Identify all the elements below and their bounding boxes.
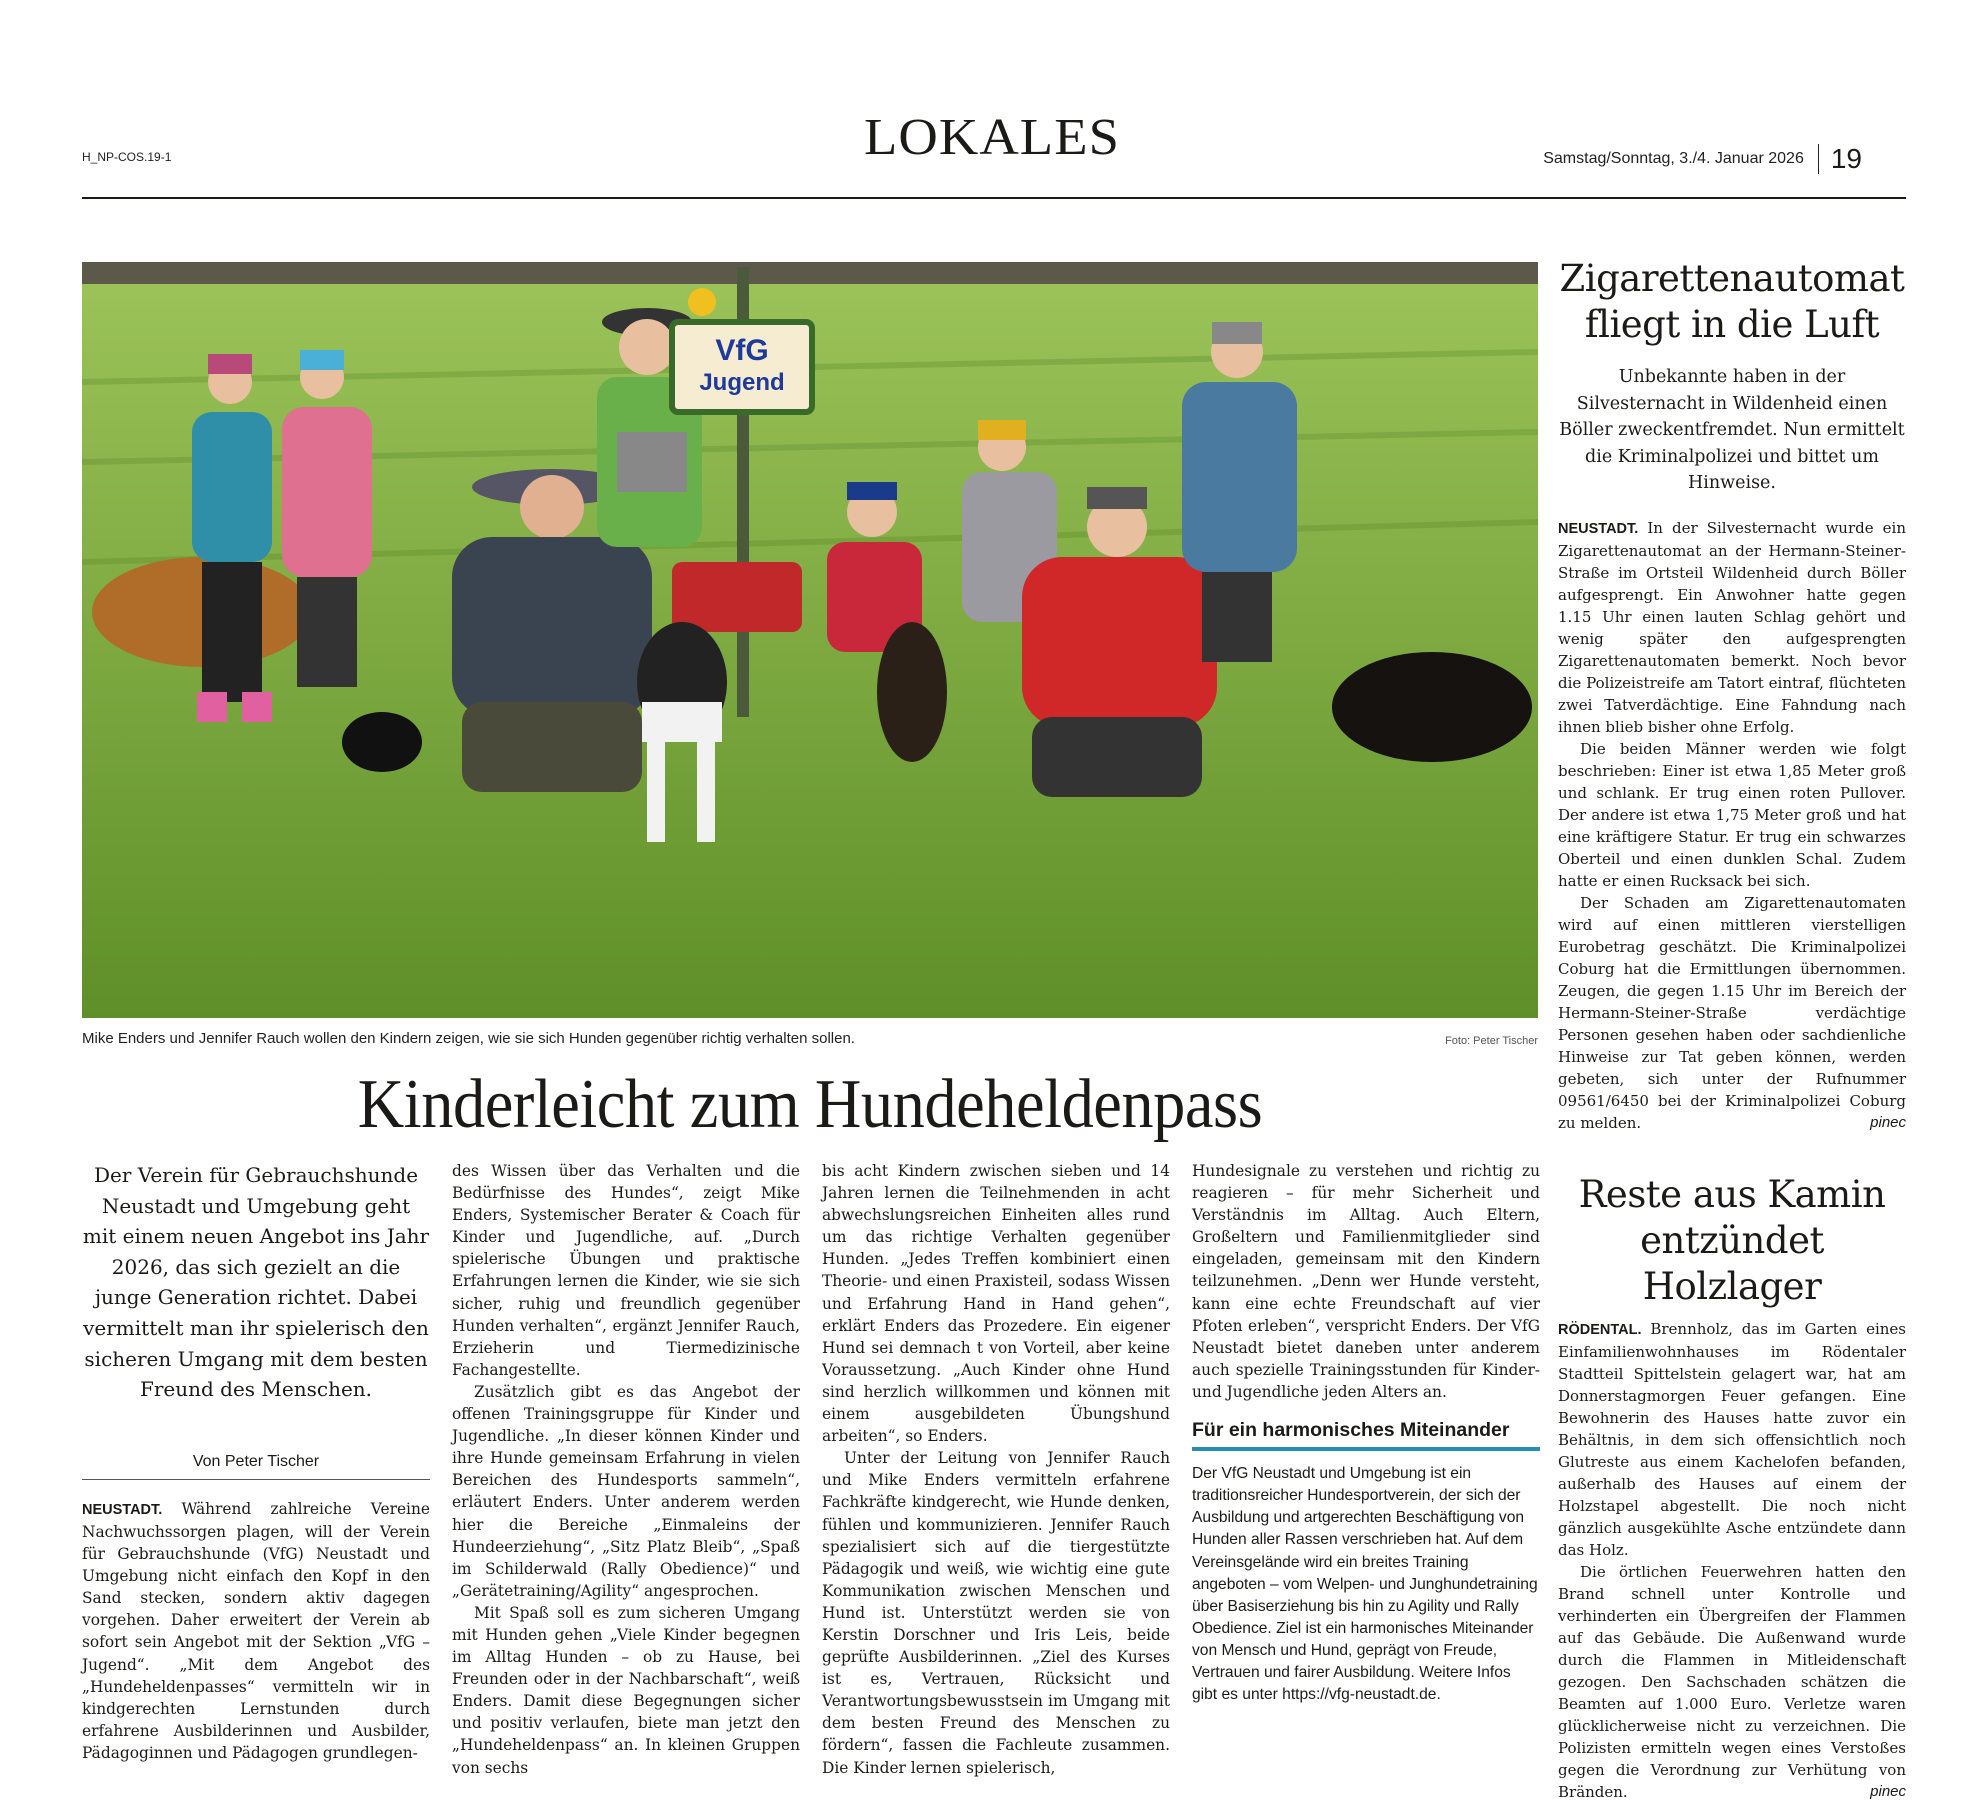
byline: Von Peter Tischer [82,1451,430,1480]
article-column-2 [452,1160,800,1779]
info-box-body: Der VfG Neustadt und Umgebung ist ein traditionsreicher Hundesportverein, der sich der Ausbildung und artgerechten Beschäftigung von Hunden aller Rassen verschrieben hat. Auf dem Vereinsgelände wird ein breites Training angeboten – vom Welpen- und Junghundetraining über Basiserziehung bis hin zu Agility und Rally Obedience. Ziel ist ein harmonisches Miteinander von Mensch und Hund, geprägt von Freude, Vertrauen und fairer Ausbildung. Weitere Infos gibt es unter https://vfg-neustadt.de. [1192,1465,1538,1704]
author-tag: pinec [1870,1782,1906,1800]
article-column-3 [822,1160,1170,1779]
story1-paragraph: Die beiden Männer werden wie folgt beschrieben: Einer ist etwa 1,85 Meter groß und schlank. Er trug einen roten Pullover. Der andere ist etwa 1,75 Meter groß und hat eine kräftigere Statur. Er trug ein schwarzes Oberteil und einen dunklen Schal. Zudem hatte er einen Rucksack bei sich. [1558,739,1906,890]
article-paragraph: des Wissen über das Verhalten und die Bedürfnisse des Hundes“, zeigt Mike Enders, Systemischer Berater & Coach für Kinder und Jugendliche, auf. „Durch spielerische Übungen und praktische Erfahrungen lernen die Kinder, wie sie sich sicher, ruhig und freundlich gegenüber Hunden verhalten“, ergänzt Jennifer Rauch, Erzieherin und Tiermedizinische Fachangestellte. [452,1162,800,1379]
photo-caption: Mike Enders und Jennifer Rauch wollen den Kindern zeigen, wie sie sich Hunden gegenüber richtig verhalten sollen. [82,1030,855,1047]
story2-paragraph: Die örtlichen Feuerwehren hatten den Brand schnell unter Kontrolle und verhinderten ein Übergreifen der Flammen auf das Gebäude. Die Außenwand wurde durch die Flammen in Mitleidenschaft gezogen. Den Sachschaden schätzen die Beamten auf 1.000 Euro. Verletze waren glücklicherweise nicht zu verzeichnen. Die Polizisten ermitteln wegen eines Verstoßes gegen die Verordnung zur Verhütung von Bränden. pinec [1558,1562,1906,1801]
article-column-4 [1192,1160,1540,1706]
story2-paragraph: RÖDENTAL. Brennholz, das im Garten eines Einfamilienwohnhauses im Rödentaler Stadtteil Spittelstein gelagert war, hat am Donnerstagmorgen Feuer gefangen. Eine Bewohnerin des Hauses hatte zuvor ein Behältnis, in dem sich offensichtlich noch Glutreste aus einem Kachelofen befanden, außerhalb des Hauses auf einem der Holzstapel abgestellt. Die noch nicht gänzlich ausgekühlte Asche entzündete dann das Holz. [1558,1319,1906,1559]
article-paragraph: Zusätzlich gibt es das Angebot der offenen Trainingsgruppe für Kinder und Jugendliche. „In dieser können Kinder und ihre Hunde gemeinsam Erfahrung in vielen Bereichen des Hundesports sammeln“, erläutert Enders. Unter anderem werden hier die Bereiche „Einmaleins der Hundeerziehung“, „Sitz Platz Bleib“, „Spaß im Schilderwald (Rally Obedience)“ und „Gerätetraining/Agility“ angesprochen. [452,1382,800,1600]
section-title: LOKALES [863,109,1121,166]
main-headline: Kinderleicht zum Hundeheldenpass [357,1066,1263,1143]
story1-body [1558,517,1906,1134]
sign-text-jugend: Jugend [699,369,785,396]
child-teal-jacket [192,412,272,562]
woman-red-fleece [1022,557,1217,727]
header-divider [82,197,1906,199]
page-number: 19 [1830,143,1862,174]
dateline: NEUSTADT. [82,1501,163,1518]
article-photo [82,262,1538,1018]
story1-teaser: Unbekannte haben in der Silvesternacht in Wildenheid einen Böller zweckentfremdet. Nun ermittelt die Kriminalpolizei und bittet um Hinweise. [1559,367,1905,493]
story2-body [1558,1318,1906,1803]
puppy [342,712,422,772]
article-column-1 [82,1160,430,1764]
child-pink-jacket [282,407,372,577]
treeline [82,262,1538,284]
page-code: H_NP-COS.19-1 [82,150,172,164]
wagon-blanket [672,562,802,632]
story1-paragraph: NEUSTADT. In der Silvesternacht wurde ein Zigarettenautomat an der Hermann-Steiner-Straße im Ortsteil Wildenheid durch Böller aufgesprengt. Ein Anwohner hatte gegen 1.15 Uhr einen lauten Schlag gehört und wenig später den aufgesprengten Zigarettenautomaten bemerkt. Noch bevor die Polizeistreife am Tatort eintraf, flüchteten zwei Tatverdächtige. Eine Fahndung nach ihnen blieb bisher ohne Erfolg. [1558,518,1906,736]
article-paragraph: Mit Spaß soll es zum sicheren Umgang mit Hunden gehen „Viele Kinder begegnen im Alltag Hunden – ob zu Hause, bei Freunden oder in der Nachbarschaft“, weiß Enders. Damit diese Begegnungen sicher und positiv verlaufen, biete man jetzt den „Hundeheldenpass“ an. In kleinen Gruppen von sechs [452,1603,800,1777]
sidebar-news [1558,256,1906,1803]
story1-paragraph: Der Schaden am Zigarettenautomaten wird auf einen mittleren vierstelligen Eurobetrag geschätzt. Die Kriminalpolizei Coburg hat die Ermittlungen übernommen. Zeugen, die gegen 1.15 Uhr im Bereich der Hermann-Steiner-Straße verdächtige Personen gesehen haben oder sachdienliche Hinweise zur Tat geben können, werden gebeten, sich unter der Rufnummer 09561/6450 bei der Kriminalpolizei Coburg zu melden. pinec [1558,893,1906,1132]
article-paragraph: NEUSTADT. Während zahlreiche Vereine Nachwuchssorgen plagen, will der Verein für Gebrauchshunde (VfG) Neustadt und Umgebung nicht einfach den Kopf in den Sand stecken, sondern aktiv dagegen vorgehen. Daher erweitert der Verein ab sofort sein Angebot mit der Sektion „VfG – Jugend“. „Mit dem Angebot des „Hundeheldenpasses“ vermitteln wir in kindgerechten Lernstunden durch erfahrene Ausbilderinnen und Ausbilder, Pädagoginnen und Pädagogen grundlegen- [82,1499,430,1762]
small-dog [877,622,947,762]
article-paragraph: bis acht Kindern zwischen sieben und 14 Jahren lernen die Teilnehmenden in acht abwechslungsreichen Einheiten alles rund um das richtige Verhalten gegenüber Hunden. „Jedes Treffen kombiniert einen Theorie- und einen Praxisteil, sodass Wissen und Erfahrung Hand in Hand gehen“, erklärt Enders das Prozedere. Ein eigener Hund sei demnach t von Vorteil, aber keine Voraussetzung. „Auch Kinder ohne Hund sind herzlich willkommen und können mit einem ausgebildeten Übungshund arbeiten“, so Enders. [822,1162,1170,1446]
issue-date: Samstag/Sonntag, 3./4. Januar 2026 [1543,144,1819,174]
story2-headline: Reste aus Kamin entzündet Holzlager [1578,1172,1886,1308]
article-paragraph: Unter der Leitung von Jennifer Rauch und Mike Enders vermitteln erfahrene Fachkräfte kindgerecht, wie Hunde denken, fühlen und kommunizieren. Jennifer Rauch spezialisiert sich auf die tiergestützte Pädagogik und weiß, wie wichtig eine gute Kommunikation zwischen Menschen und Hund ist. Unterstützt werden sie von Kerstin Dorschner und Iris Leis, beide geprüfte Ausbilderinnen. „Ziel des Kurses ist es, Vertrauen, Rücksicht und Verantwortungsbewusstsein im Umgang mit dem besten Freund des Menschen zu fördern“, fassen die Fachleute zusammen. Die Kinder lernen spielerisch, [822,1449,1170,1777]
sign-text-vfg: VfG [715,334,769,367]
date-line [1543,144,1862,174]
child-blue-jacket [1182,382,1297,572]
man-grey-jacket [452,537,652,717]
dog-black [1332,652,1532,762]
info-box-title: Für ein harmonisches Miteinander [1192,1419,1540,1451]
article-teaser: Der Verein für Gebrauchshunde Neustadt und Umgebung geht mit einem neuen Angebot ins Jahr 2026, das sich gezielt an die junge Generation richtet. Dabei vermittelt man ihr spielerisch den sicheren Umgang mit dem besten Freund des Menschen. [82,1163,430,1402]
dateline: NEUSTADT. [1558,520,1639,537]
photo-illustration [82,262,1538,1018]
article-paragraph: Hundesignale zu verstehen und richtig zu reagieren – für mehr Sicherheit und Verständnis im Alltag. Auch Eltern, Großeltern und Familienmitglieder sind eingeladen, gemeinsam mit den Kindern teilzunehmen. „Denn wer Hunde versteht, kann eine echte Freundschaft auf vier Pfoten erleben“, verspricht Enders. Der VfG Neustadt bietet daneben unter anderem auch spezielle Trainingsstunden für Kinder- und Jugendliche jeden Alters an. [1192,1162,1540,1401]
story1-headline: Zigarettenautomat fliegt in die Luft [1559,257,1905,346]
author-tag: pinec [1870,1113,1906,1131]
sunflower [688,288,716,316]
photo-credit: Foto: Peter Tischer [1445,1035,1538,1047]
dateline: RÖDENTAL. [1558,1321,1642,1338]
